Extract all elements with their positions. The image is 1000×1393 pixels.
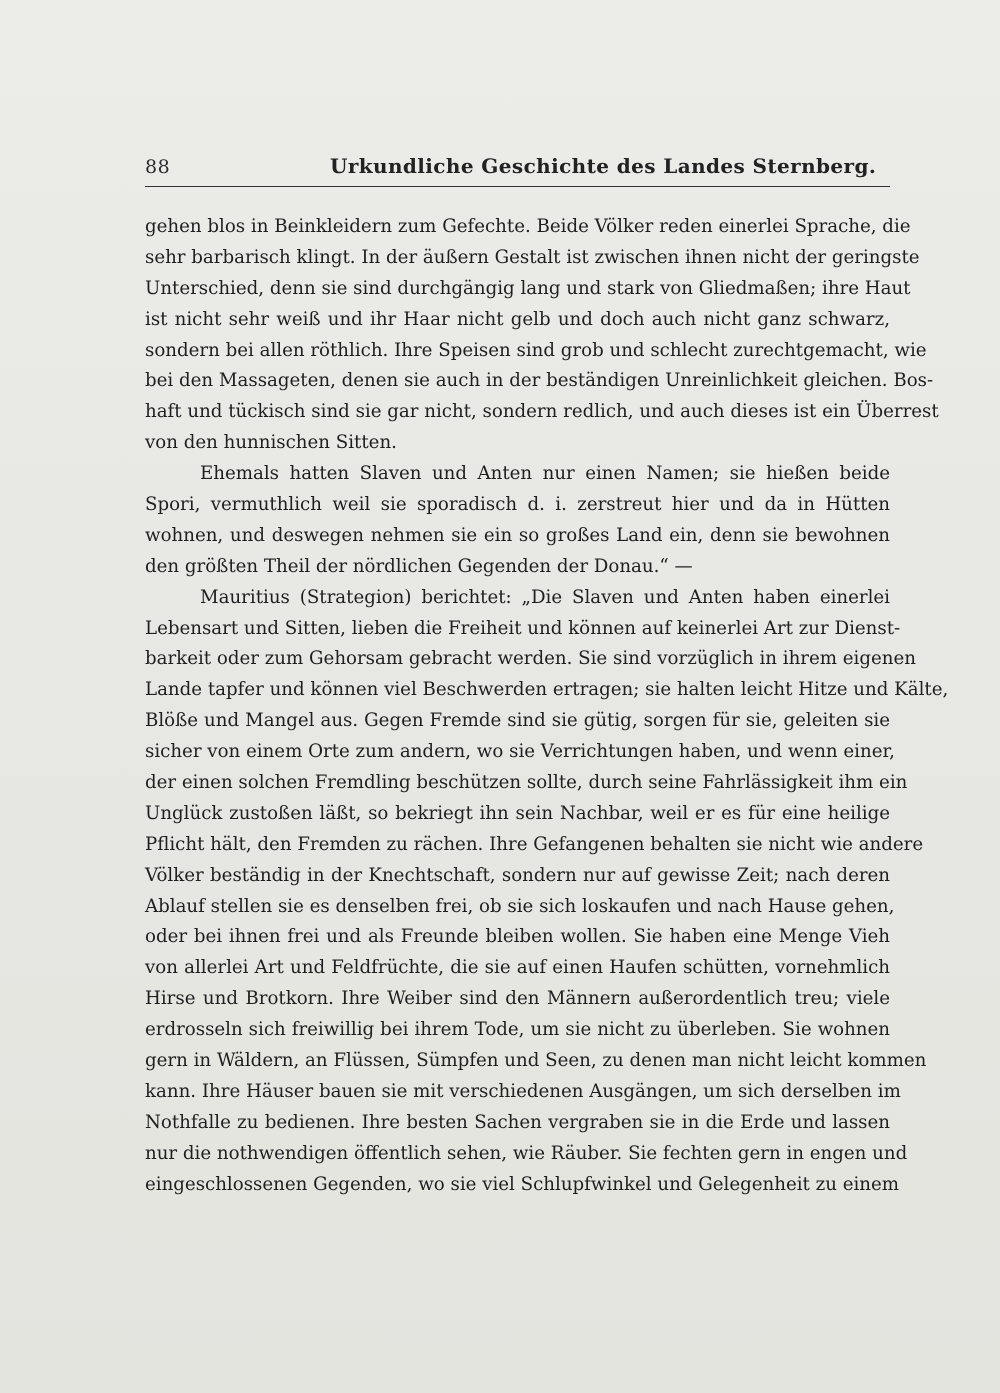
text-line: eingeschlossenen Gegenden, wo sie viel Schlupfwinkel und Gelegenheit zu einem <box>145 1173 899 1195</box>
text-line: bei den Massageten, denen sie auch in der beständigen Unreinlichkeit gleichen. Bos- <box>145 370 934 392</box>
text-line: erdrosseln sich freiwillig bei ihrem Tode, um sie nicht zu überleben. Sie wohnen <box>145 1019 890 1041</box>
text-line: sicher von einem Orte zum andern, wo sie Verrichtungen haben, und wenn einer, <box>145 741 895 763</box>
text-line: barkeit oder zum Gehorsam gebracht werden. Sie sind vorzüglich in ihrem eigenen <box>145 648 916 670</box>
text-line: ist nicht sehr weiß und ihr Haar nicht gelb und doch auch nicht ganz schwarz, <box>145 308 890 330</box>
text-line: den größten Theil der nördlichen Gegenden der Donau.“ — <box>145 555 693 577</box>
text-line: nur die nothwendigen öffentlich sehen, wie Räuber. Sie fechten gern in engen und <box>145 1142 908 1164</box>
text-line: Ablauf stellen sie es denselben frei, ob sie sich loskaufen und nach Hause gehen, <box>145 895 895 917</box>
text-line: Unglück zustoßen läßt, so bekriegt ihn sein Nachbar, weil er es für eine heilige <box>145 802 890 824</box>
text-line: sondern bei allen röthlich. Ihre Speisen sind grob und schlecht zurechtgemacht, wie <box>145 339 927 361</box>
text-line: Pflicht hält, den Fremden zu rächen. Ihre Gefangenen behalten sie nicht wie andere <box>145 833 924 855</box>
text-line: haft und tückisch sind sie gar nicht, sondern redlich, und auch dieses ist ein Überrest <box>145 401 939 423</box>
text-line: oder bei ihnen frei und als Freunde bleiben wollen. Sie haben eine Menge Vieh <box>145 926 890 948</box>
text-line: Lebensart und Sitten, lieben die Freiheit und können auf keinerlei Art zur Dienst- <box>145 617 901 639</box>
body-text <box>145 212 949 1201</box>
text-line: Lande tapfer und können viel Beschwerden ertragen; sie halten leicht Hitze und Kälte, <box>145 679 949 701</box>
text-line: der einen solchen Fremdling beschützen sollte, durch seine Fahrlässigkeit ihm ein <box>145 772 908 794</box>
text-line: Spori, vermuthlich weil sie sporadisch d. i. zerstreut hier und da in Hütten <box>145 494 890 516</box>
text-line: Völker beständig in der Knechtschaft, sondern nur auf gewisse Zeit; nach deren <box>145 864 890 886</box>
text-line: Unterschied, denn sie sind durchgängig lang und stark von Gliedmaßen; ihre Haut <box>145 277 911 299</box>
page-header <box>145 150 890 184</box>
text-line: von den hunnischen Sitten. <box>145 432 397 454</box>
text-line: von allerlei Art und Feldfrüchte, die sie auf einen Haufen schütten, vornehmlich <box>145 957 890 979</box>
page-number: 88 <box>145 156 171 178</box>
text-line: sehr barbarisch klingt. In der äußern Gestalt ist zwischen ihnen nicht der geringste <box>145 246 920 268</box>
text-line: Nothfalle zu bedienen. Ihre besten Sachen vergraben sie in die Erde und lassen <box>145 1111 890 1133</box>
text-line: gehen blos in Beinkleidern zum Gefechte. Beide Völker reden einerlei Sprache, die <box>145 216 911 237</box>
text-line: kann. Ihre Häuser bauen sie mit verschiedenen Ausgängen, um sich derselben im <box>145 1080 901 1102</box>
text-line: Mauritius (Strategion) berichtet: „Die Slaven und Anten haben einerlei <box>200 586 890 608</box>
running-head: Urkundliche Geschichte des Landes Sternberg. <box>330 154 877 178</box>
header-rule <box>145 186 890 187</box>
text-line: wohnen, und deswegen nehmen sie ein so großes Land ein, denn sie bewohnen <box>145 524 890 546</box>
text-line: Hirse und Brotkorn. Ihre Weiber sind den Männern außerordentlich treu; viele <box>145 988 890 1010</box>
text-line: Ehemals hatten Slaven und Anten nur einen Namen; sie hießen beide <box>200 463 890 485</box>
text-line: Blöße und Mangel aus. Gegen Fremde sind sie gütig, sorgen für sie, geleiten sie <box>145 710 890 732</box>
text-line: gern in Wäldern, an Flüssen, Sümpfen und Seen, zu denen man nicht leicht kommen <box>145 1050 927 1072</box>
